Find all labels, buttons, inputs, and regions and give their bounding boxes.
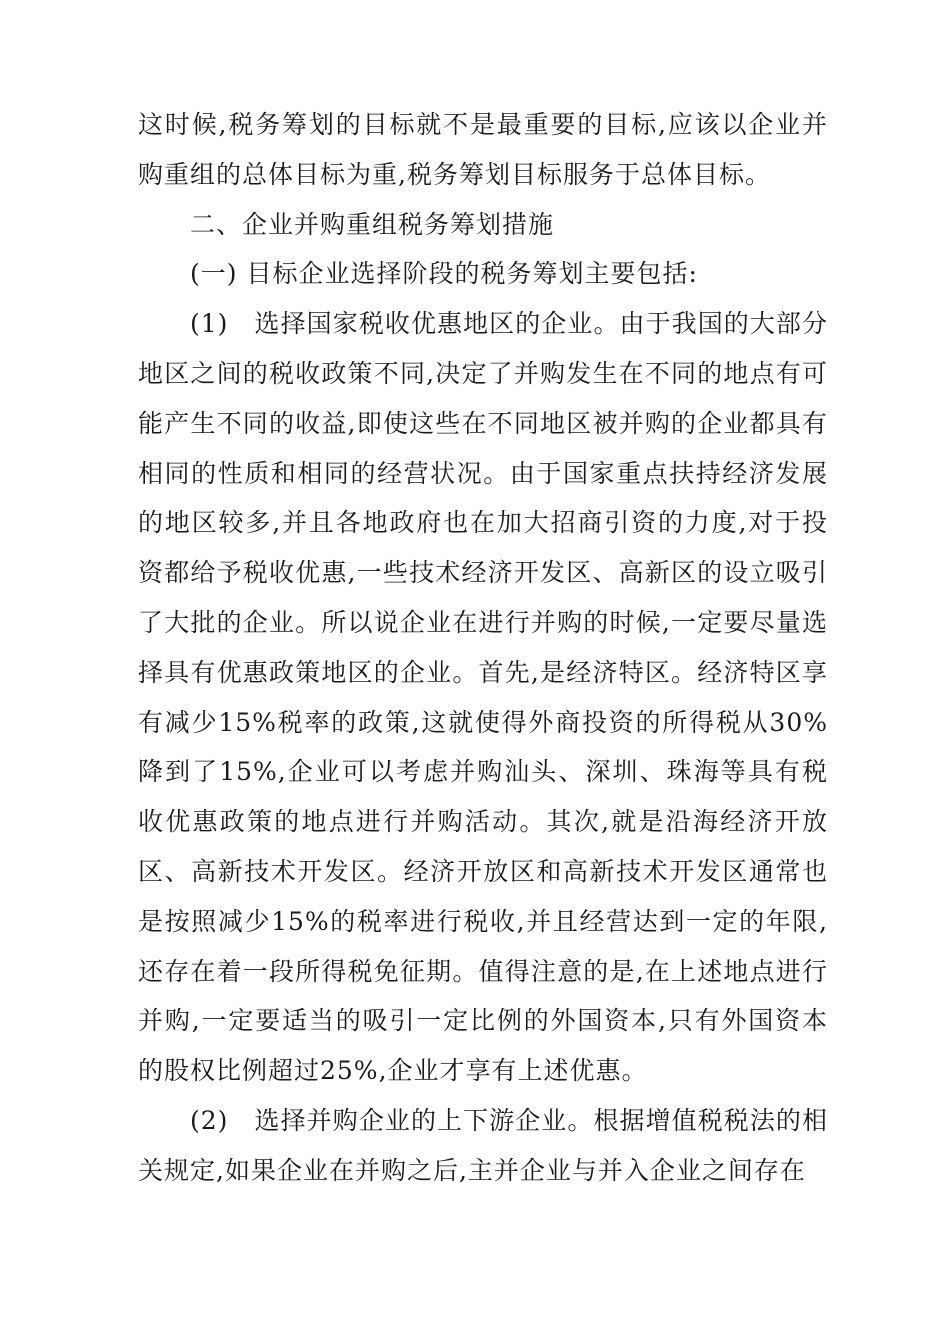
subsection-heading: (一) 目标企业选择阶段的税务筹划主要包括: <box>190 259 698 289</box>
paragraph-item-2: (2) 选择并购企业的上下游企业。根据增值税税法的相关规定,如果企业在并购之后,主并企业与并入企业之间存在 <box>138 1105 828 1185</box>
section-heading: 二、企业并购重组税务筹划措施 <box>190 209 555 239</box>
document-page <box>138 100 828 1196</box>
paragraph-continuation: 这时候,税务筹划的目标就不是最重要的目标,应该以企业并购重组的总体目标为重,税务筹划目标服务于总体目标。 <box>138 110 828 189</box>
paragraph-item-1: (1) 选择国家税收优惠地区的企业。由于我国的大部分地区之间的税收政策不同,决定了并购发生在不同的地点有可能产生不同的收益,即使这些在不同地区被并购的企业都具有相同的性质和相同的经营状况。由于国家重点扶持经济发展的地区较多,并且各地政府也在加大招商引资的力度,对于投资都给予税收优惠,一些技术经济开发区、高新区的设立吸引了大批的企业。所以说企业在进行并购的时候,一定要尽量选择具有优惠政策地区的企业。首先,是经济特区。经济特区享有减少15%税率的政策,这就使得外商投资的所得税从30%降到了15%,企业可以考虑并购汕头、深圳、珠海等具有税收优惠政策的地点进行并购活动。其次,就是沿海经济开放区、高新技术开发区。经济开放区和高新技术开发区通常也是按照减少15%的税率进行税收,并且经营达到一定的年限,还存在着一段所得税免征期。值得注意的是,在上述地点进行并购,一定要适当的吸引一定比例的外国资本,只有外国资本的股权比例超过25%,企业才享有上述优惠。 <box>138 309 828 1086</box>
